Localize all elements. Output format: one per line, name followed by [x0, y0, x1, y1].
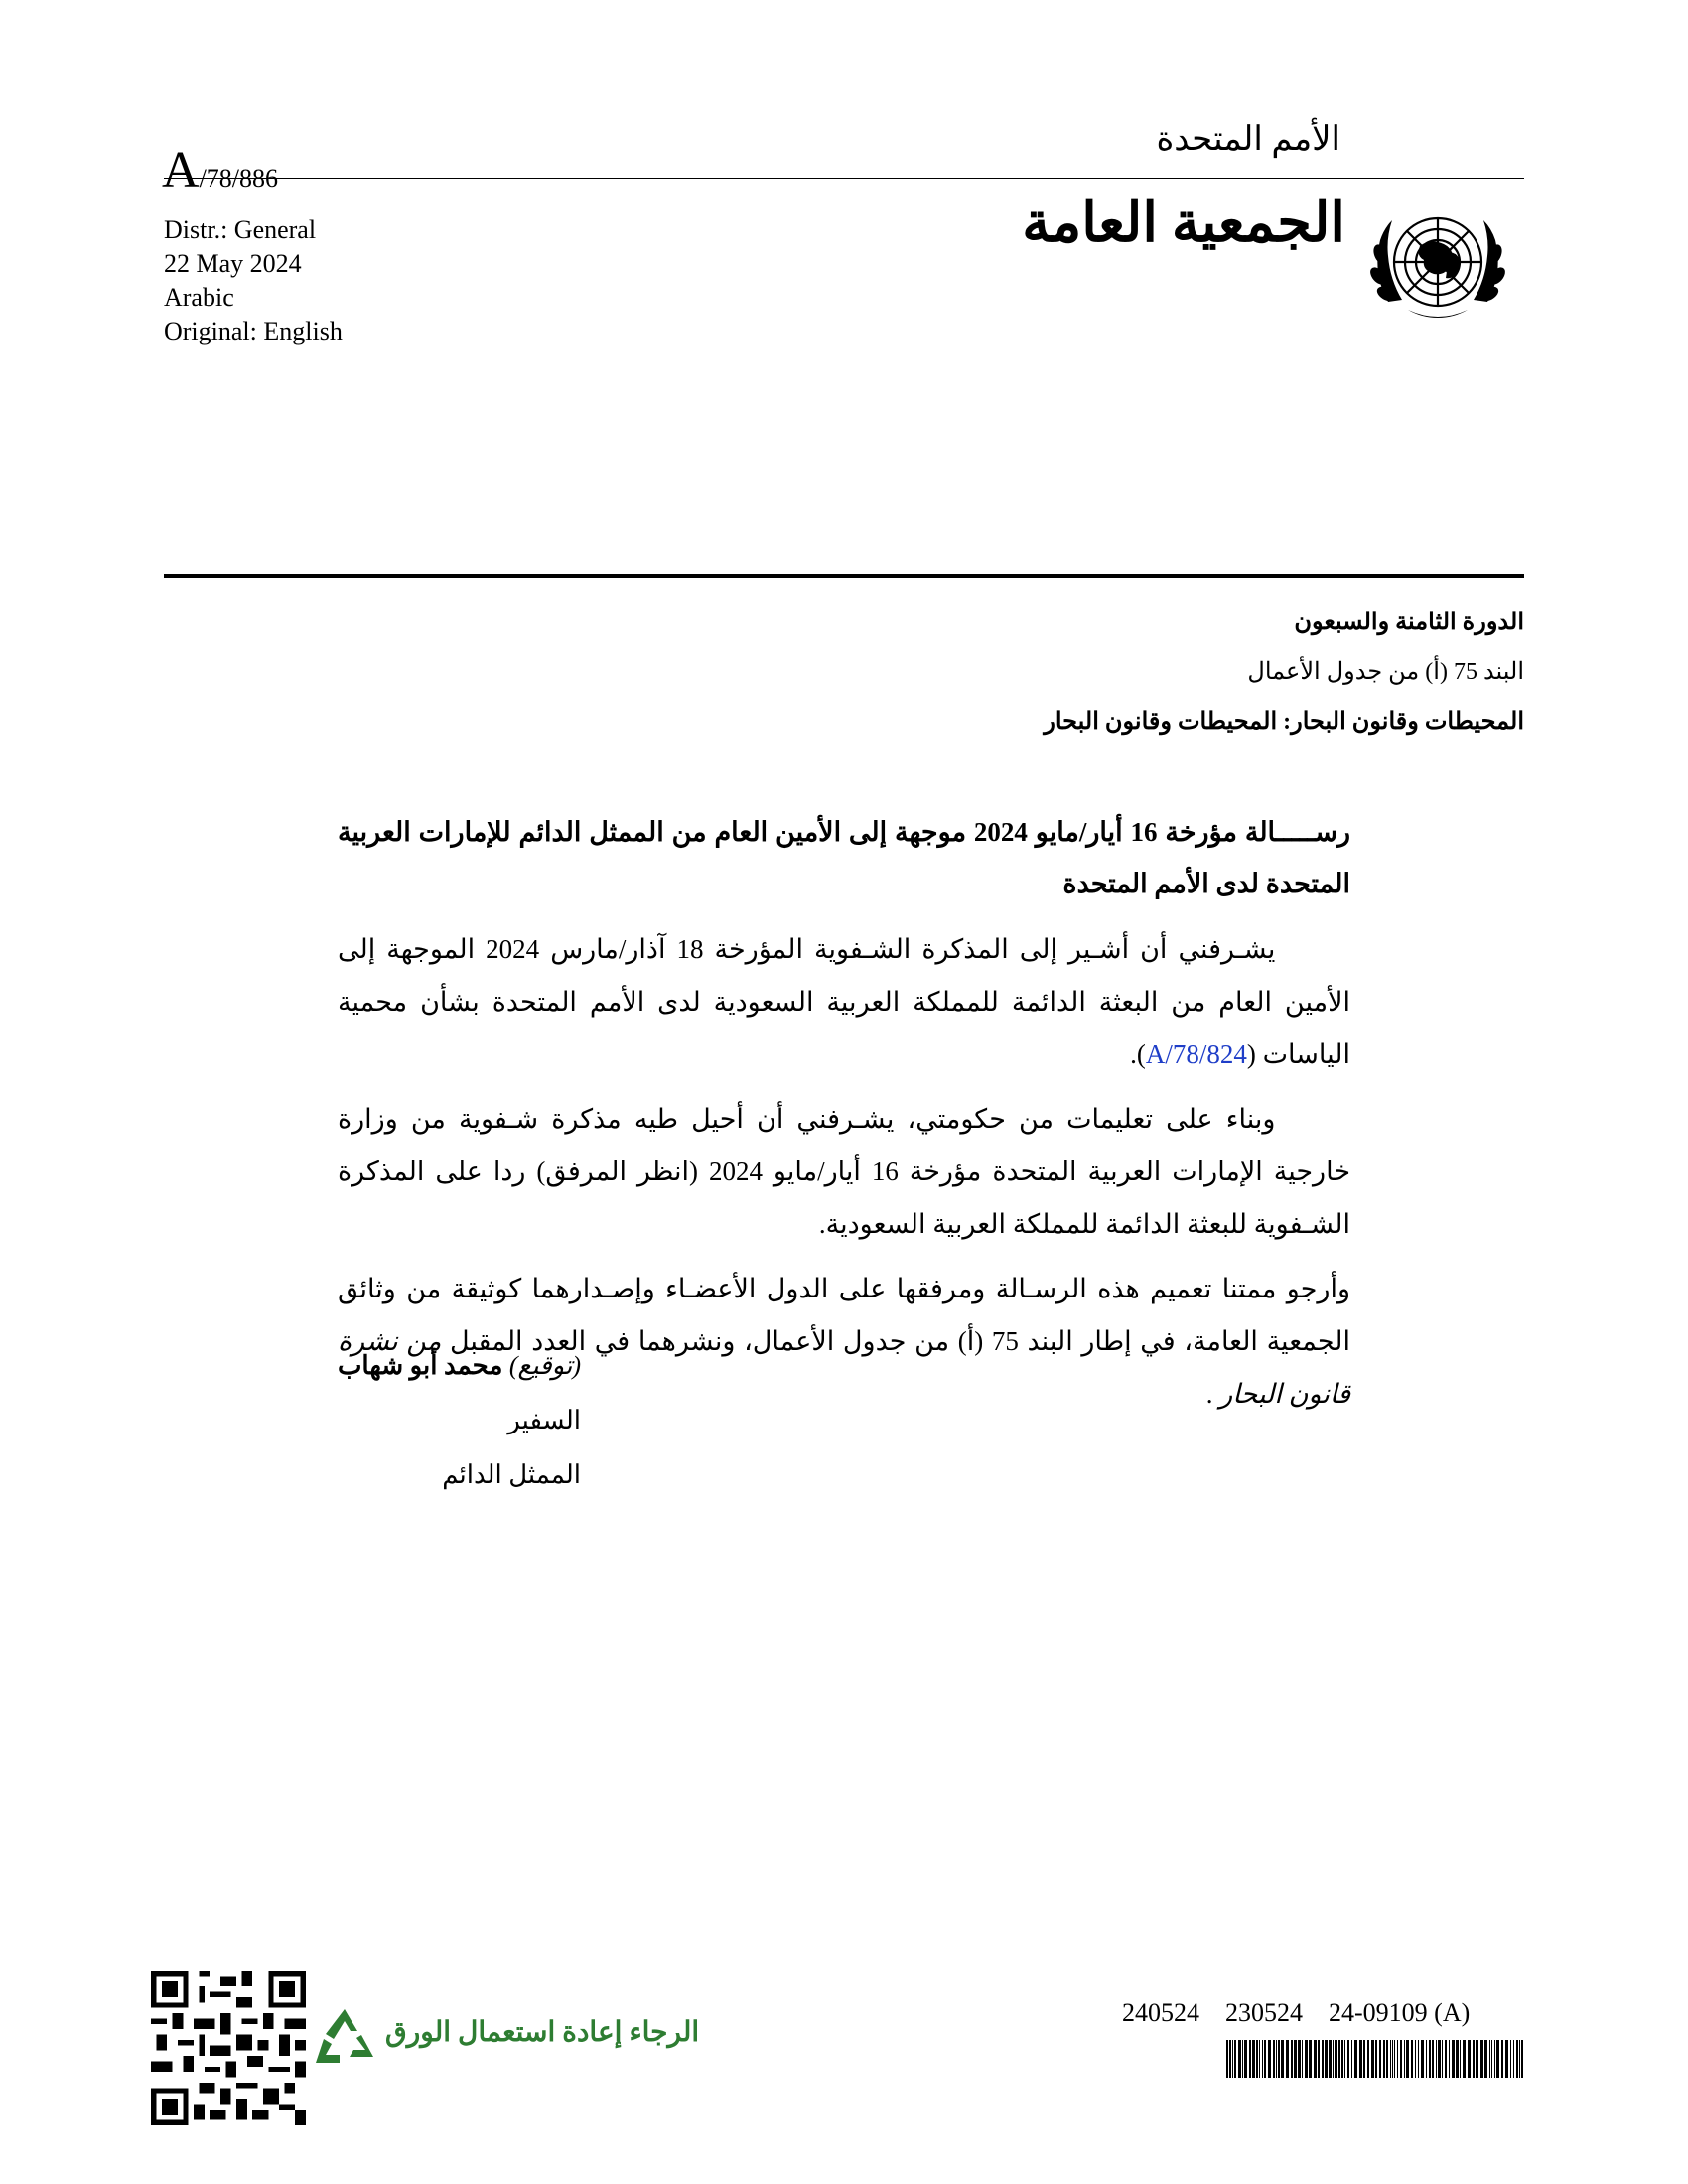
document-symbol [162, 141, 278, 200]
qr-code-icon [151, 1971, 306, 2125]
distribution: Distr.: General [164, 215, 317, 244]
signatory-title-2: الممثل الدائم [442, 1460, 581, 1489]
job-number-line [1122, 1998, 1495, 2028]
signatory-line [283, 1338, 581, 1393]
body-name: الجمعية العامة [1022, 193, 1345, 254]
paragraph-2: وبناء على تعليمات من حكومتي، يشـرفني أن أحيل طيه مذكرة شـفوية من وزارة خارجية الإمارات العربية المتحدة مؤرخة 16 أيار/مايو 2024 (انظر المرفق) ردا على المذكرة الشـفوية للبعثة الدائمة للمملكة العربية السعودية. [338, 1104, 1351, 1239]
agenda-title: المحيطات وقانون البحار: المحيطات وقانون البحار [1044, 709, 1524, 735]
barcode-icon [1226, 2040, 1524, 2078]
session-block [1044, 598, 1524, 747]
issue-date: 22 May 2024 [164, 249, 302, 278]
recycle-icon [310, 2003, 379, 2073]
signatory-title-1: السفير [507, 1406, 581, 1434]
recycle-text: الرجاء إعادة استعمال الورق [385, 2017, 700, 2048]
symbol-letter: A [162, 142, 200, 199]
job-number: 24-09109 (A) [1329, 1998, 1471, 2027]
paragraph-3-end: . [1205, 1379, 1220, 1409]
symbol-number: /78/886 [199, 164, 279, 193]
organization-name: الأمم المتحدة [1156, 121, 1340, 158]
distribution-block [164, 213, 343, 348]
job-code-2: 230524 [1225, 1998, 1303, 2027]
original-language: Original: English [164, 317, 343, 345]
signatory-name: محمد أبو شهاب [337, 1351, 503, 1380]
paragraph-1 [338, 923, 1350, 1081]
publication-title: من نشرة قانون البحار [338, 1326, 1350, 1409]
session-rule [164, 574, 1524, 578]
job-code-1: 240524 [1122, 1998, 1199, 2027]
un-emblem-icon [1358, 195, 1517, 334]
document-link[interactable]: A/78/824 [1145, 1039, 1247, 1069]
signed-mark: (توقيع) [508, 1351, 581, 1380]
language: Arabic [164, 283, 234, 312]
agenda-item: البند 75 (أ) من جدول الأعمال [1247, 659, 1524, 685]
paragraph-1-end: ). [1130, 1039, 1146, 1069]
letter-title: رســـــالة مؤرخة 16 أيار/مايو 2024 موجهة إلى الأمين العام من الممثل الدائم للإمارات العربية المتحدة لدى الأمم المتحدة [338, 817, 1350, 898]
header-rule [164, 178, 1524, 179]
paragraph-1-text: يشـرفني أن أشـير إلى المذكرة الشـفوية المؤرخة 18 آذار/مارس 2024 الموجهة إلى الأمين العام من البعثة الدائمة للمملكة العربية السعودية لدى الأمم المتحدة بشأن محمية الياسات ( [338, 934, 1350, 1069]
paragraph-3-text: وأرجو ممتنا تعميم هذه الرسـالة ومرفقها على الدول الأعضـاء وإصـدارهما كوثيقة من وثائق الجمعية العامة، في إطار البند 75 (أ) من جدول الأعمال، ونشرهما في العدد المقبل [338, 1274, 1350, 1356]
session-name: الدورة الثامنة والسبعون [1294, 610, 1524, 635]
signature-block [283, 1338, 581, 1502]
